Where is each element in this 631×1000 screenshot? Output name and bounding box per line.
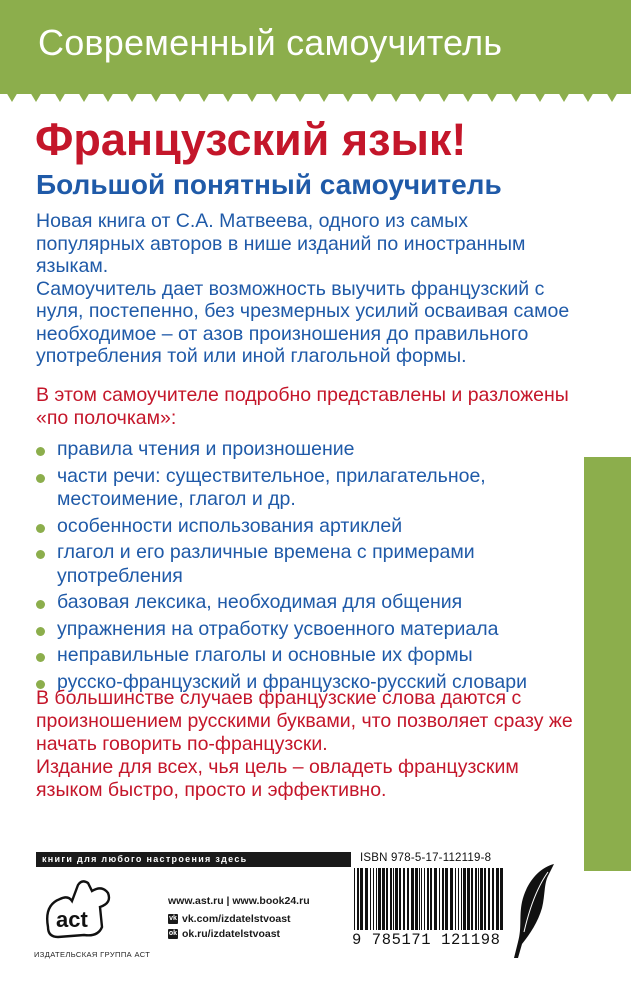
- bullet-icon: [36, 627, 45, 636]
- bullet-icon: [36, 524, 45, 533]
- list-item-text: неправильные глаголы и основные их формы: [57, 644, 473, 666]
- intro-paragraph: Новая книга от С.А. Матвеева, одного из самых популярных авторов в нише изданий по иностранным языкам.: [36, 210, 526, 277]
- features-heading: В этом самоучителе подробно представлены и разложены «по полочкам»:: [36, 384, 569, 429]
- vk-link[interactable]: [168, 913, 291, 925]
- book-title: Французский язык!: [35, 114, 467, 165]
- intro-text: [36, 210, 576, 368]
- list-item: [36, 465, 556, 512]
- features-list: [36, 438, 556, 697]
- intro-paragraph: Самоучитель дает возможность выучить французский с нуля, постепенно, без чрезмерных усилий осваивая самое необходимое – от азов произношения до правильного употребления той или иной глагольной формы.: [36, 277, 570, 367]
- list-item: [36, 438, 556, 462]
- barcode-icon: [352, 868, 504, 930]
- bullet-icon: [36, 474, 45, 483]
- spine-accent-bar: [584, 457, 631, 871]
- list-item-text: части речи: существительное, прилагательное, местоимение, глагол и др.: [57, 464, 486, 510]
- list-item: [36, 591, 556, 615]
- list-item: [36, 541, 556, 588]
- logo-text: act: [56, 907, 88, 932]
- vk-url: vk.com/izdatelstvoast: [182, 913, 291, 925]
- book-subtitle: Большой понятный самоучитель: [36, 169, 502, 200]
- ok-link[interactable]: [168, 928, 280, 940]
- barcode-digits: 9 785171 121198: [352, 931, 501, 949]
- list-item-text: упражнения на отработку усвоенного материала: [57, 617, 499, 640]
- ok-icon: ok: [168, 930, 178, 937]
- publisher-label: ИЗДАТЕЛЬСКАЯ ГРУППА АСТ: [34, 950, 151, 959]
- list-item-text: русско-французский и французско-русский словари: [57, 670, 527, 693]
- ok-url: ok.ru/izdatelstvoast: [182, 928, 281, 940]
- publisher-logo: [38, 875, 118, 945]
- vk-icon: vk: [169, 915, 177, 922]
- series-title: Современный самоучитель: [38, 22, 503, 63]
- isbn: ISBN 978-5-17-112119-8: [360, 852, 492, 864]
- list-item: [36, 644, 556, 668]
- outro-paragraph: Издание для всех, чья цель – овладеть французским языком быстро, просто и эффективно.: [36, 756, 519, 801]
- list-item-text: особенности использования артиклей: [57, 514, 403, 537]
- slogan-strip: книги для любого настроения здесь: [36, 852, 351, 867]
- list-item-text: базовая лексика, необходимая для общения: [57, 591, 463, 613]
- bullet-icon: [36, 447, 45, 456]
- outro-text: [36, 687, 586, 802]
- quill-feather-icon: [508, 862, 560, 960]
- bullet-icon: [36, 550, 45, 559]
- banner-zigzag-edge: [0, 82, 631, 106]
- list-item-text: глагол и его различные времена с примерами употребления: [57, 541, 475, 587]
- websites-link[interactable]: www.ast.ru | www.book24.ru: [168, 895, 310, 907]
- bullet-icon: [36, 653, 45, 662]
- ast-logo-icon: [38, 875, 118, 945]
- list-item: [36, 515, 556, 539]
- list-item: [36, 618, 556, 642]
- bullet-icon: [36, 600, 45, 609]
- list-item-text: правила чтения и произношение: [57, 438, 355, 460]
- outro-paragraph: В большинстве случаев французские слова даются с произношением русскими буквами, что позволяет сразу же начать говорить по-французски.: [36, 687, 573, 755]
